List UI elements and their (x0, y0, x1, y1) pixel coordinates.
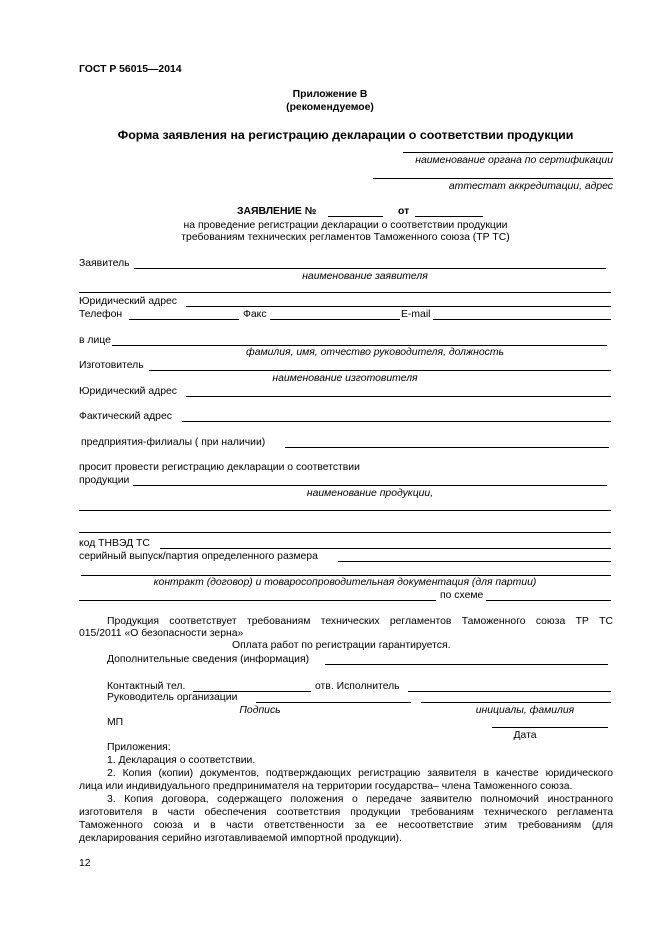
cert-body-hint: наименование органа по сертификации (415, 155, 613, 166)
attachment-3-line-3: Таможенного союза и в части ответственности за ее несоответствие этим требованиям (для (79, 820, 613, 831)
legal-address-line (186, 306, 611, 307)
serial-line (338, 561, 611, 562)
tnved-line (160, 548, 611, 549)
contract-hint: контракт (договор) и товаросопроводительная документация (для партии) (153, 577, 537, 588)
standard-code: ГОСТ Р 56015—2014 (79, 64, 182, 75)
legal-address-label: Юридический адрес (79, 296, 177, 307)
manufacturer-label: Изготовитель (79, 360, 144, 371)
statement-date-line (415, 216, 483, 217)
attachment-1: 1. Декларация о соответствии. (107, 755, 256, 766)
statement-heading: ЗАЯВЛЕНИЕ № (237, 206, 317, 217)
attachment-2-line-2: лица или индивидуального предпринимателя на территории государства– члена Таможенного союза. (79, 781, 573, 792)
signature-hint: Подпись (239, 705, 281, 716)
branches-label: предприятия-филиалы ( при наличии) (81, 437, 266, 448)
in-person-label: в лице (79, 335, 111, 346)
accreditation-line (373, 178, 613, 179)
scheme-label: по схеме (440, 590, 484, 601)
statement-purpose-1: на проведение регистрации декларации о соответствии продукции (183, 220, 508, 231)
applicant-line-2 (79, 292, 611, 293)
applicant-line (134, 268, 606, 269)
legal-address-2-label: Юридический адрес (79, 386, 177, 397)
executor-label: отв. Исполнитель (315, 681, 400, 692)
date-line (492, 727, 608, 728)
cert-body-line (403, 152, 613, 153)
additional-line (325, 664, 608, 665)
actual-address-line (182, 421, 611, 422)
initials-hint: инициалы, фамилия (475, 705, 575, 716)
in-person-line (112, 345, 607, 346)
applicant-label: Заявитель (79, 258, 130, 269)
compliance-line-1: Продукция соответствует требованиям технических регламентов Таможенного союза ТР ТС (107, 616, 613, 627)
product-line (133, 485, 607, 486)
statement-purpose-2: требованиям технических регламентов Таможенного союза (ТР ТС) (181, 232, 510, 243)
compliance-line-2: 015/2011 «О безопасности зерна» (79, 628, 244, 639)
stamp-label: МП (107, 717, 124, 728)
additional-label: Дополнительные сведения (информация) (107, 654, 310, 665)
statement-number-line (328, 216, 383, 217)
appendix-subtitle: (рекомендуемое) (286, 102, 374, 113)
accreditation-hint: аттестат аккредитации, адрес (448, 181, 613, 192)
attachment-3-line-2: изготовителя в части обеспечения соответствия продукции требованиям технического регламента (79, 807, 613, 818)
fax-label: Факс (243, 309, 267, 320)
tnved-label: код ТНВЭД ТС (79, 538, 150, 549)
person-hint: фамилия, имя, отчество руководителя, должность (246, 347, 504, 358)
form-title: Форма заявления на регистрацию декларации о соответствии продукции (117, 128, 574, 142)
statement-from: от (398, 206, 410, 217)
attachment-3-line-1: 3. Копия договора, содержащего положения о передаче заявителю полномочий иностранного (107, 794, 613, 805)
branches-line (285, 447, 609, 448)
manufacturer-line (149, 370, 611, 371)
request-line-2: продукции (79, 475, 130, 486)
executor-line (408, 691, 611, 692)
product-hint: наименование продукции, (306, 488, 434, 499)
applicant-hint: наименование заявителя (302, 271, 428, 282)
manufacturer-hint: наименование изготовителя (272, 373, 418, 384)
date-hint: Дата (513, 730, 537, 741)
phone-line (129, 319, 239, 320)
contact-phone-label: Контактный тел. (107, 681, 186, 692)
product-line-3 (79, 532, 611, 533)
attachments-title: Приложения: (107, 742, 171, 753)
actual-address-label: Фактический адрес (79, 411, 172, 422)
email-line (433, 319, 611, 320)
payment-text: Оплата работ по регистрации гарантируется. (232, 640, 451, 651)
appendix-title: Приложение В (292, 89, 368, 100)
page-number: 12 (79, 858, 91, 869)
product-line-2 (79, 510, 611, 511)
legal-address-2-line (186, 396, 611, 397)
request-line-1: просит провести регистрацию декларации о соответствии (79, 462, 360, 473)
initials-line (421, 702, 611, 703)
attachment-3-line-4: декларирования серийно изготавливаемой импортной продукции). (79, 833, 402, 844)
signature-line (256, 702, 411, 703)
serial-label: серийный выпуск/партия определенного размера (79, 551, 318, 562)
scheme-line (486, 600, 611, 601)
head-label: Руководитель организации (107, 692, 238, 703)
phone-label: Телефон (79, 309, 123, 320)
contract-line (81, 575, 611, 576)
email-label: E-mail (401, 309, 431, 320)
fax-line (270, 319, 400, 320)
attachment-2-line-1: 2. Копия (копии) документов, подтверждающих регистрацию заявителя в качестве юридического (107, 768, 613, 779)
scheme-left-line (79, 600, 436, 601)
